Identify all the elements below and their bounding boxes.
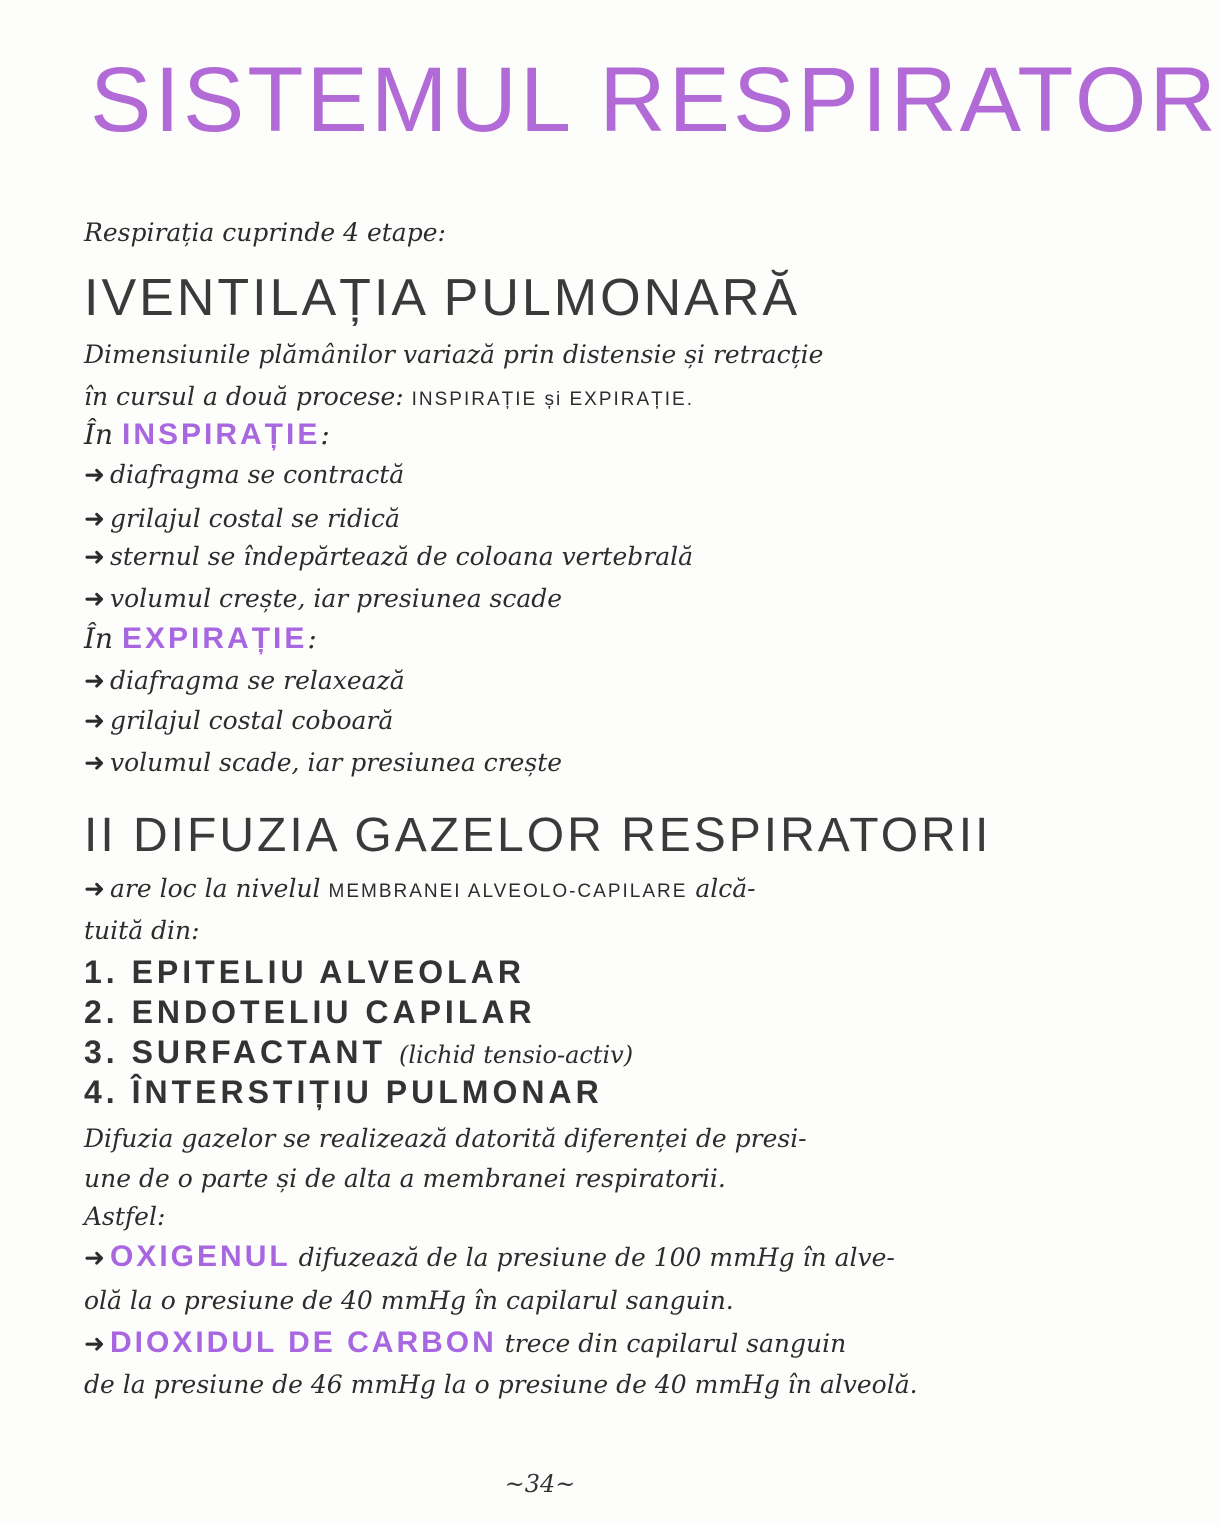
inspiration-label-pre: În [84,418,114,451]
section2-line2: tuită din: [84,916,200,945]
membrane-caps: MEMBRANEI ALVEOLO-CAPILARE [328,881,688,902]
exp-item-text: grilajul costal coboară [110,706,394,735]
section1-heading: IVENTILAȚIA PULMONARĂ [84,269,801,327]
diffusion-para-line1: Difuzia gazelor se realizează datorită diferenței de presi- [84,1124,807,1153]
insp-item [84,542,693,571]
arrow-icon: ➜ [84,542,105,571]
membrane-layer [84,1034,633,1071]
arrow-icon: ➜ [84,504,105,533]
exp-item [84,706,393,735]
exp-item [84,666,405,695]
arrow-icon: ➜ [84,706,105,735]
diffusion-para-line2: une de o parte și de alta a membranei respiratorii. [84,1164,726,1193]
arrow-icon: ➜ [84,874,105,903]
oxygen-line2: olă la o presiune de 40 mmHg în capilarul sanguin. [84,1286,734,1315]
membrane-layer-text: 3. SURFACTANT [84,1034,387,1070]
inspiration-label: În INSPIRAȚIE: [84,418,330,451]
insp-item-text: diafragma se contractă [110,460,405,489]
oxygen-text1: difuzează de la presiune de 100 mmHg în alve- [290,1243,895,1272]
oxygen-line1 [84,1240,895,1274]
membrane-layer: 2. ENDOTELIU CAPILAR [84,994,536,1030]
arrow-icon: ➜ [84,1329,105,1358]
co2-text1: trece din capilarul sanguin [496,1329,847,1358]
section1-line2-text: în cursul a două procese: [84,382,412,411]
insp-item-text: grilajul costal se ridică [110,504,400,533]
co2-line1 [84,1326,846,1360]
arrow-icon: ➜ [84,748,105,777]
expiration-label: În EXPIRAȚIE: [84,622,317,655]
expiration-label-pre: În [84,622,114,655]
section1-line2-caps: INSPIRAȚIE și EXPIRAȚIE. [411,389,695,410]
section2-heading: II DIFUZIA GAZELOR RESPIRATORII [84,809,992,862]
section2-line1-end: alcă- [687,874,756,903]
page-number: ~34~ [504,1470,576,1498]
diffusion-para-line3: Astfel: [84,1202,166,1231]
membrane-layer: 4. ÎNTERSTIȚIU PULMONAR [84,1074,603,1110]
insp-item [84,584,562,613]
co2-keyword: DIOXIDUL DE CARBON [110,1326,497,1359]
membrane-layer: 1. EPITELIU ALVEOLAR [84,954,525,990]
arrow-icon: ➜ [84,584,105,613]
inspiration-keyword: INSPIRAȚIE [122,418,321,451]
surfactant-note: (lichid tensio-activ) [398,1041,634,1069]
insp-item-text: volumul crește, iar presiunea scade [110,584,563,613]
co2-line2: de la presiune de 46 mmHg la o presiune de 40 mmHg în alveolă. [84,1370,918,1399]
arrow-icon: ➜ [84,666,105,695]
intro-text: Respirația cuprinde 4 etape: [84,218,446,247]
section2-line1 [84,874,756,903]
exp-item [84,748,562,777]
insp-item [84,460,404,489]
page-title: SISTEMUL RESPIRATOR [90,49,1219,151]
expiration-keyword: EXPIRAȚIE [122,622,308,655]
oxygen-keyword: OXIGENUL [110,1240,291,1273]
section1-line2 [84,382,694,411]
exp-item-text: diafragma se relaxează [110,666,405,695]
insp-item-text: sternul se îndepărtează de coloana vertebrală [110,542,694,571]
arrow-icon: ➜ [84,460,105,489]
section1-line1: Dimensiunile plămânilor variază prin distensie și retracție [84,340,824,369]
section2-line1-text: are loc la nivelul [110,874,329,903]
arrow-icon: ➜ [84,1243,105,1272]
exp-item-text: volumul scade, iar presiunea crește [110,748,563,777]
insp-item [84,504,400,533]
